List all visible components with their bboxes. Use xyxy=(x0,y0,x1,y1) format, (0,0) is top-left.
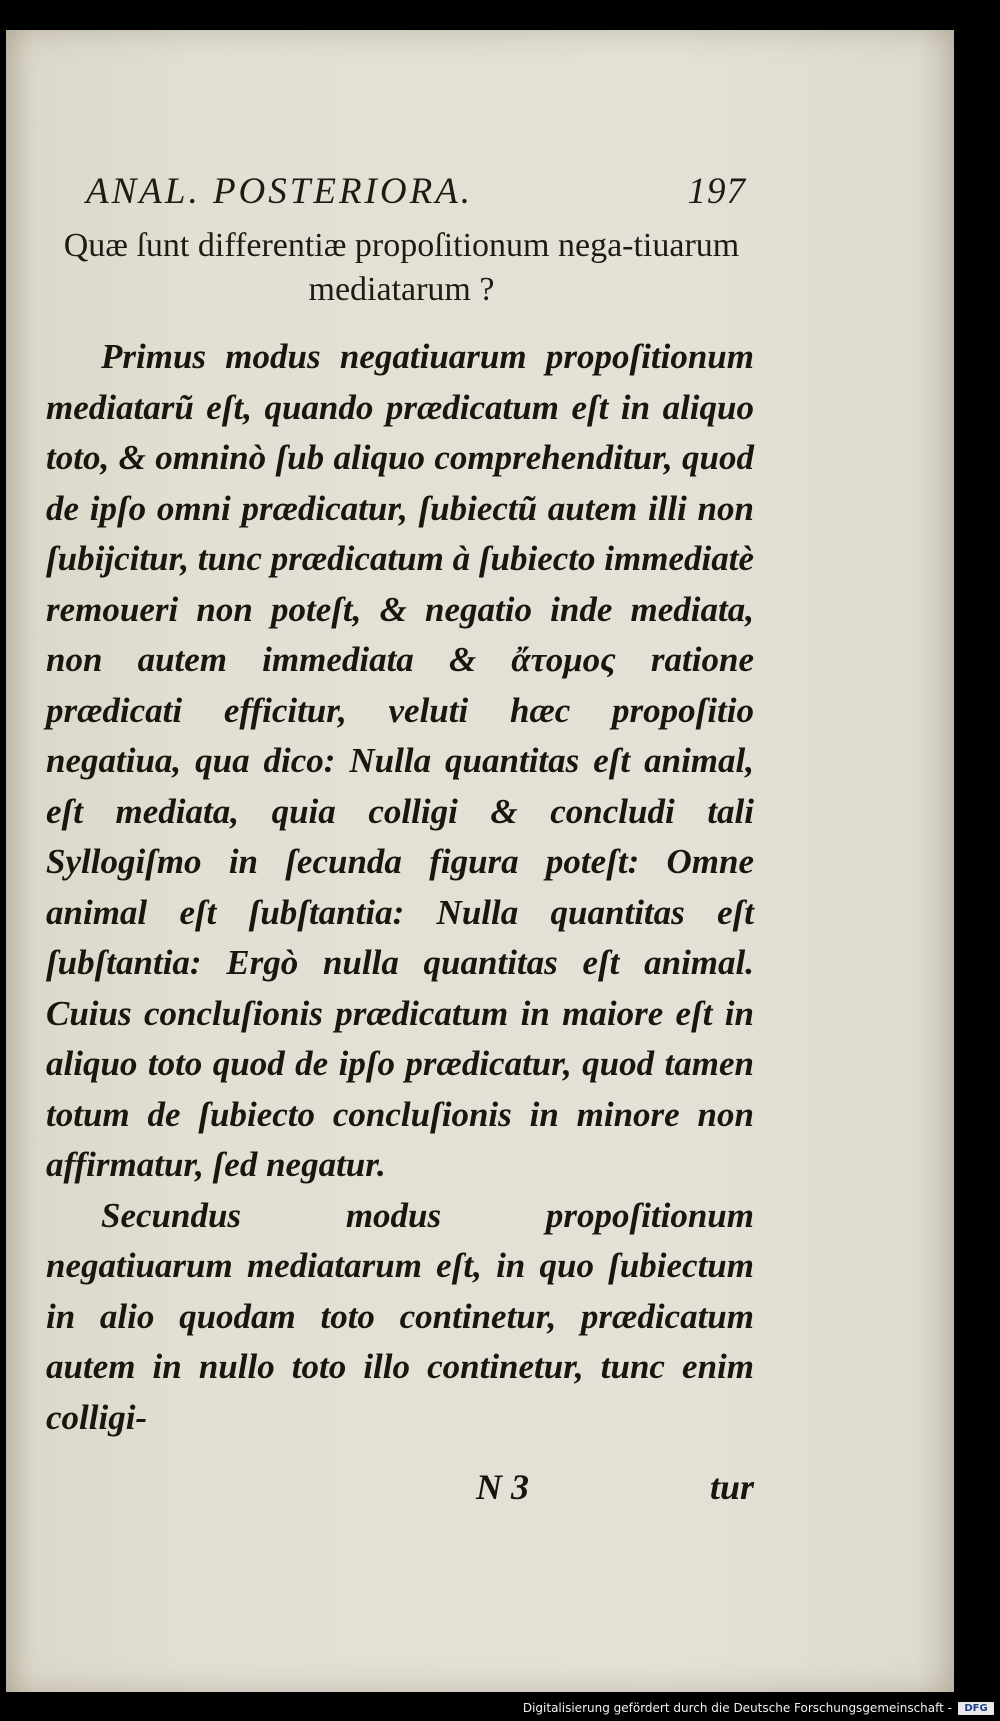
page-number: 197 xyxy=(687,171,746,212)
section-question: Quæ ſunt differentiæ propoſitionum nega-tiuarum mediatarum ? xyxy=(63,227,740,308)
book-page xyxy=(6,30,954,1692)
signature-mark: N 3 xyxy=(476,1467,529,1507)
dfg-logo: DFG xyxy=(958,1702,994,1715)
signature-line xyxy=(476,1466,754,1516)
catchword: tur xyxy=(709,1467,754,1507)
running-head xyxy=(86,170,746,216)
running-head-title: ANAL. POSTERIORA. xyxy=(86,171,474,212)
digitization-credit: Digitalisierung gefördert durch die Deutsche Forschungsgemeinschaft - xyxy=(522,1701,952,1715)
paragraph-primus: Primus modus negatiuarum propoſitionum mediatarũ eſt, quando prædicatum eſt in aliquo toto, & omninò ſub aliquo comprehenditur, quod de ipſo omni prædicatur, ſubiectũ autem illi non ſubijcitur, tunc prædicatum à ſubiecto immediatè remoueri non poteſt, & negatio inde mediata, non autem immediata & ἄτομος ratione prædicati efficitur, veluti hæc propoſitio negatiua, qua dico: Nulla quantitas eſt animal, eſt mediata, quia colligi & concludi tali Syllogiſmo in ſecunda figura poteſt: Omne animal eſt ſubſtantia: Nulla quantitas eſt ſubſtantia: Ergò nulla quantitas eſt animal. Cuius concluſionis prædicatum in maiore eſt in aliquo toto quod de ipſo prædicatur, quod tamen totum de ſubiecto concluſionis in minore non affirmatur, ſed negatur. xyxy=(46,337,754,1184)
paragraph-secundus: Secundus modus propoſitionum negatiuarum mediatarum eſt, in quo ſubiectum in alio quodam toto continetur, prædicatum autem in nullo toto illo continetur, tunc enim colligi- xyxy=(46,1195,754,1437)
body-text xyxy=(46,332,754,1443)
